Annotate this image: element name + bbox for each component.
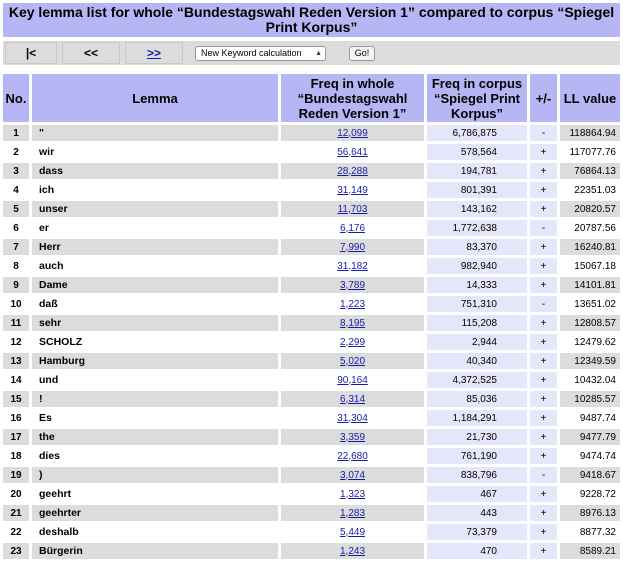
sign-cell: + [530,524,557,540]
table-row [3,220,620,236]
freq-corpus-cell: 83,370 [427,239,527,255]
freq-whole-cell [281,410,424,426]
lemma-cell: auch [32,258,278,274]
row-number: 17 [3,429,29,445]
row-number: 6 [3,220,29,236]
sign-cell: + [530,372,557,388]
freq-corpus-cell: 470 [427,543,527,559]
sign-cell: + [530,410,557,426]
ll-value-cell: 9228.72 [560,486,620,502]
freq-corpus-cell: 982,940 [427,258,527,274]
freq-corpus-cell: 1,184,291 [427,410,527,426]
row-number: 18 [3,448,29,464]
freq-whole-link[interactable]: 31,304 [337,412,368,424]
table-row [3,486,620,502]
freq-corpus-cell: 21,730 [427,429,527,445]
lemma-cell: sehr [32,315,278,331]
header-freq-whole[interactable]: Freq in whole “Bundestagswahl Reden Version 1” [281,74,424,122]
row-number: 13 [3,353,29,369]
ll-value-cell: 9487.74 [560,410,620,426]
freq-corpus-cell: 194,781 [427,163,527,179]
lemma-cell: geehrt [32,486,278,502]
freq-whole-link[interactable]: 56,641 [337,146,368,158]
lemma-cell: unser [32,201,278,217]
freq-whole-link[interactable]: 31,149 [337,184,368,196]
row-number: 8 [3,258,29,274]
freq-whole-link[interactable]: 8,195 [339,317,366,329]
calculation-select-value: New Keyword calculation [201,48,302,58]
table-row [3,163,620,179]
sign-cell: + [530,486,557,502]
table-row [3,543,620,559]
ll-value-cell: 12808.57 [560,315,620,331]
freq-whole-cell [281,182,424,198]
lemma-cell: deshalb [32,524,278,540]
lemma-cell: Bürgerin [32,543,278,559]
lemma-cell: SCHOLZ [32,334,278,350]
ll-value-cell: 12349.59 [560,353,620,369]
table-row [3,391,620,407]
freq-whole-cell [281,353,424,369]
lemma-cell: the [32,429,278,445]
freq-whole-cell [281,239,424,255]
ll-value-cell: 9477.79 [560,429,620,445]
ll-value-cell: 9474.74 [560,448,620,464]
freq-whole-link[interactable]: 1,323 [339,488,366,500]
freq-corpus-cell: 40,340 [427,353,527,369]
row-number: 15 [3,391,29,407]
sign-cell: + [530,448,557,464]
page-title: Key lemma list for whole “Bundestagswahl Reden Version 1” compared to corpus “Spiegel Print Korpus” [3,3,620,37]
table-row [3,144,620,160]
header-ll-value[interactable]: LL value [560,74,620,122]
freq-whole-cell [281,467,424,483]
navigation-bar [3,41,620,65]
previous-page-button[interactable]: << [62,42,120,64]
table-row [3,505,620,521]
freq-whole-link[interactable]: 90,164 [337,374,368,386]
freq-whole-cell [281,296,424,312]
sign-cell: - [530,125,557,141]
freq-whole-cell [281,277,424,293]
freq-whole-cell [281,372,424,388]
freq-whole-cell [281,334,424,350]
row-number: 3 [3,163,29,179]
sign-cell: + [530,163,557,179]
freq-whole-cell [281,524,424,540]
table-row [3,448,620,464]
lemma-cell: " [32,125,278,141]
sign-cell: + [530,144,557,160]
freq-whole-link[interactable]: 28,288 [337,165,368,177]
freq-corpus-cell: 838,796 [427,467,527,483]
freq-whole-cell [281,144,424,160]
row-number: 21 [3,505,29,521]
lemma-cell: Hamburg [32,353,278,369]
row-number: 7 [3,239,29,255]
freq-whole-cell [281,486,424,502]
table-row [3,239,620,255]
table-row [3,296,620,312]
table-header-row [3,74,620,122]
freq-corpus-cell: 115,208 [427,315,527,331]
freq-whole-cell [281,543,424,559]
table-row [3,467,620,483]
table-row [3,258,620,274]
lemma-cell: dies [32,448,278,464]
sign-cell: + [530,277,557,293]
row-number: 16 [3,410,29,426]
table-row [3,334,620,350]
freq-corpus-cell: 14,333 [427,277,527,293]
ll-value-cell: 8589.21 [560,543,620,559]
lemma-cell: wir [32,144,278,160]
freq-whole-cell [281,505,424,521]
row-number: 1 [3,125,29,141]
ll-value-cell: 118864.94 [560,125,620,141]
ll-value-cell: 10285.57 [560,391,620,407]
lemma-cell: Es [32,410,278,426]
freq-corpus-cell: 143,162 [427,201,527,217]
freq-whole-link[interactable]: 1,223 [339,298,366,310]
lemma-cell: geehrter [32,505,278,521]
header-sign[interactable]: +/- [530,74,557,122]
header-no[interactable]: No. [3,74,29,122]
keyword-table [0,71,623,562]
freq-whole-link[interactable]: 7,990 [339,241,366,253]
row-number: 4 [3,182,29,198]
freq-whole-cell [281,315,424,331]
freq-whole-link[interactable]: 3,074 [339,469,366,481]
table-row [3,182,620,198]
sign-cell: + [530,334,557,350]
freq-whole-link[interactable]: 6,314 [339,393,366,405]
row-number: 9 [3,277,29,293]
sign-cell: - [530,467,557,483]
freq-whole-cell [281,220,424,236]
lemma-cell: ) [32,467,278,483]
freq-corpus-cell: 761,190 [427,448,527,464]
ll-value-cell: 22351.03 [560,182,620,198]
freq-whole-link[interactable]: 6,176 [339,222,366,234]
freq-whole-link[interactable]: 3,789 [339,279,366,291]
freq-corpus-cell: 85,036 [427,391,527,407]
lemma-cell: daß [32,296,278,312]
freq-whole-cell [281,201,424,217]
freq-whole-link[interactable]: 31,182 [337,260,368,272]
table-row [3,372,620,388]
freq-whole-cell [281,125,424,141]
freq-corpus-cell: 2,944 [427,334,527,350]
row-number: 23 [3,543,29,559]
freq-whole-cell [281,448,424,464]
freq-corpus-cell: 578,564 [427,144,527,160]
sign-cell: + [530,505,557,521]
ll-value-cell: 13651.02 [560,296,620,312]
ll-value-cell: 14101.81 [560,277,620,293]
table-row [3,277,620,293]
lemma-cell: dass [32,163,278,179]
sign-cell: + [530,543,557,559]
row-number: 10 [3,296,29,312]
sign-cell: + [530,258,557,274]
freq-corpus-cell: 6,786,875 [427,125,527,141]
ll-value-cell: 9418.67 [560,467,620,483]
lemma-cell: ich [32,182,278,198]
freq-corpus-cell: 467 [427,486,527,502]
freq-corpus-cell: 751,310 [427,296,527,312]
table-row [3,524,620,540]
freq-whole-cell [281,429,424,445]
row-number: 22 [3,524,29,540]
sign-cell: + [530,391,557,407]
ll-value-cell: 15067.18 [560,258,620,274]
table-row [3,125,620,141]
go-button[interactable]: Go! [349,46,375,61]
lemma-cell: Herr [32,239,278,255]
freq-corpus-cell: 73,379 [427,524,527,540]
sign-cell: + [530,315,557,331]
freq-whole-link[interactable]: 1,283 [339,507,366,519]
chevron-updown-icon: ▲ [315,50,322,57]
freq-corpus-cell: 4,372,525 [427,372,527,388]
freq-whole-cell [281,391,424,407]
table-row [3,410,620,426]
table-row [3,315,620,331]
freq-whole-cell [281,258,424,274]
table-row [3,201,620,217]
freq-whole-link[interactable]: 2,299 [339,336,366,348]
row-number: 11 [3,315,29,331]
row-number: 19 [3,467,29,483]
ll-value-cell: 10432.04 [560,372,620,388]
lemma-cell: ! [32,391,278,407]
row-number: 5 [3,201,29,217]
ll-value-cell: 16240.81 [560,239,620,255]
lemma-cell: Dame [32,277,278,293]
next-page-button[interactable]: >> [125,42,183,64]
ll-value-cell: 8877.32 [560,524,620,540]
sign-cell: - [530,296,557,312]
freq-corpus-cell: 1,772,638 [427,220,527,236]
header-lemma[interactable]: Lemma [32,74,278,122]
calculation-select[interactable] [195,46,326,61]
ll-value-cell: 20787.56 [560,220,620,236]
freq-whole-link[interactable]: 12,099 [337,127,368,139]
lemma-cell: und [32,372,278,388]
lemma-cell: er [32,220,278,236]
freq-whole-link[interactable]: 22,680 [337,450,368,462]
freq-whole-link[interactable]: 3,359 [339,431,366,443]
sign-cell: + [530,182,557,198]
row-number: 14 [3,372,29,388]
freq-whole-link[interactable]: 5,020 [339,355,366,367]
header-freq-corpus[interactable]: Freq in corpus “Spiegel Print Korpus” [427,74,527,122]
table-row [3,353,620,369]
row-number: 12 [3,334,29,350]
sign-cell: + [530,353,557,369]
row-number: 20 [3,486,29,502]
sign-cell: + [530,201,557,217]
ll-value-cell: 12479.62 [560,334,620,350]
freq-whole-link[interactable]: 5,449 [339,526,366,538]
sign-cell: + [530,239,557,255]
ll-value-cell: 20820.57 [560,201,620,217]
ll-value-cell: 8976.13 [560,505,620,521]
table-row [3,429,620,445]
first-page-button[interactable]: |< [5,42,57,64]
freq-whole-link[interactable]: 1,243 [339,545,366,557]
ll-value-cell: 117077.76 [560,144,620,160]
sign-cell: + [530,429,557,445]
sign-cell: - [530,220,557,236]
freq-corpus-cell: 443 [427,505,527,521]
freq-whole-cell [281,163,424,179]
freq-corpus-cell: 801,391 [427,182,527,198]
row-number: 2 [3,144,29,160]
ll-value-cell: 76864.13 [560,163,620,179]
freq-whole-link[interactable]: 11,703 [337,203,368,215]
